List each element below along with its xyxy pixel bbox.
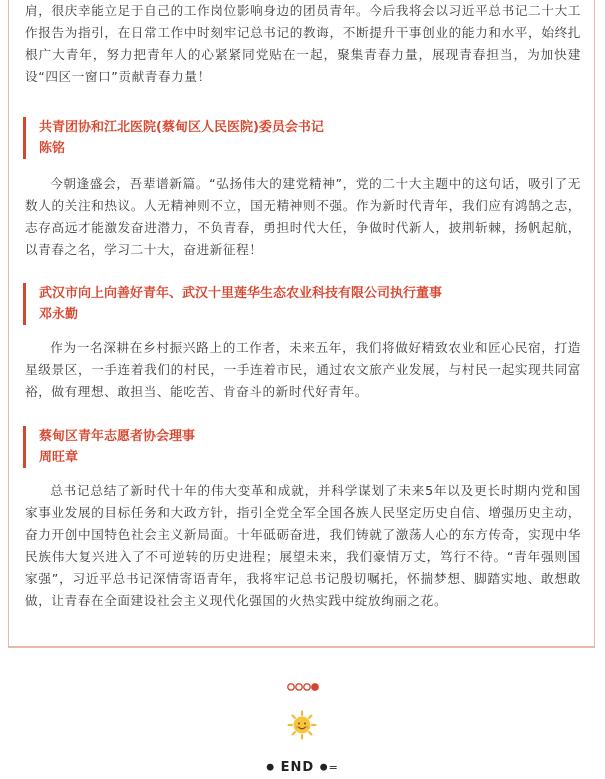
section-2-org: 武汉市向上向善好青年、武汉十里莲华生态农业科技有限公司执行董事	[39, 286, 443, 301]
end-marker	[0, 760, 605, 775]
sun-emoji-icon	[287, 710, 317, 740]
section-3-org: 蔡甸区青年志愿者协会理事	[39, 429, 196, 444]
section-3-name: 周旺章	[39, 450, 79, 465]
end-label: END	[280, 760, 315, 775]
section-1-org: 共青团协和江北医院(蔡甸区人民医院)委员会书记	[39, 120, 324, 135]
section-3-body: 总书记总结了新时代十年的伟大变革和成就，并科学谋划了未来5年以及更长时期内党和国家事业发展的目标任务和大政方针，指引全党全军全国各族人民坚定历史自信、增强历史主动，奋力开创中国特色社会主义新局面。十年砥砺奋进，我们铸就了激荡人心的东方传奇，实现中华民族伟大复兴进入了不可逆转的历史进程；展望未来，我们豪情万丈，笃行不待。“青年强则国家强”，习近平总书记深情寄语青年，我将牢记总书记殷切嘱托，怀揣梦想、脚踏实地、敢想敢做，让青春在全面建设社会主义现代化强国的火热实践中绽放绚丽之花。	[25, 483, 581, 608]
end-suffix: =	[328, 761, 339, 774]
section-3-heading	[23, 426, 599, 468]
intro-paragraph: 肩，很庆幸能立足于自己的工作岗位影响身边的团员青年。今后我将会以习近平总书记二十大工作报告为指引，在日常工作中时刻牢记总书记的教诲，不断提升干事创业的能力和水平，始终扎根广大青年，努力把青年人的心紧紧同党贴在一起，聚集青春力量，展现青春担当，为加快建设“四区一窗口”贡献青春力量！	[25, 3, 581, 84]
section-2-body: 作为一名深耕在乡村振兴路上的工作者，未来五年，我们将做好精致农业和匠心民宿，打造星级景区，一手连着我们的村民，一手连着市民，通过农文旅产业发展，与村民一起实现共同富裕，做有理想、敢担当、能吃苦、肯奋斗的新时代好青年。	[25, 340, 581, 399]
section-1-name: 陈铭	[39, 141, 66, 156]
bullet-dot-icon: ●	[319, 762, 329, 773]
bullet-dot-icon: ●	[266, 762, 276, 773]
section-1-heading	[23, 117, 599, 159]
article-card	[8, 0, 595, 648]
section-2-heading	[23, 283, 599, 325]
section-2-name: 邓永勤	[39, 307, 79, 322]
section-1-body: 今朝逢盛会，吾辈谱新篇。“弘扬伟大的建党精神”，党的二十大主题中的这句话，吸引了无数人的关注和热议。人无精神则不立，国无精神则不强。作为新时代青年，我们应有鸿鹄之志，志存高远才能激发奋进潜力，不负青春，勇担时代大任，争做时代新人，披荆斩棘，扬帆起航，以青春之名，学习二十大，奋进新征程！	[25, 176, 581, 257]
dots-divider-icon	[286, 682, 322, 692]
